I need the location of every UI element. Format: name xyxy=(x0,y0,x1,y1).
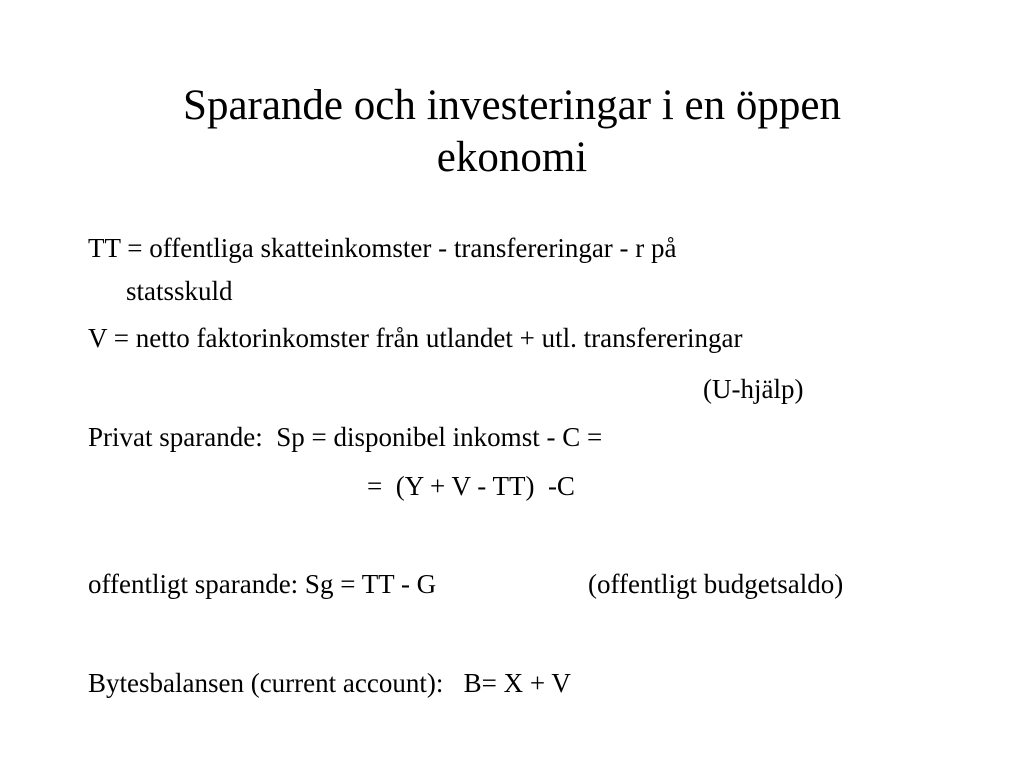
public-saving-note: (offentligt budgetsaldo) xyxy=(588,569,844,599)
slide-title-line-1: Sparande och investeringar i en öppen xyxy=(183,82,841,129)
private-saving-definition: Privat sparande: Sp = disponibel inkomst - C = xyxy=(88,422,603,452)
slide-title-line-2: ekonomi xyxy=(436,134,588,181)
tt-definition: TT = offentliga skatteinkomster - transfereringar - r på xyxy=(88,233,677,263)
tt-definition-continuation: statsskuld xyxy=(126,276,233,306)
v-definition: V = netto faktorinkomster från utlandet + utl. transfereringar xyxy=(88,323,743,353)
slide-title xyxy=(0,80,1024,184)
current-account-definition: Bytesbalansen (current account): B= X + V xyxy=(88,668,571,698)
public-saving-definition: offentligt sparande: Sg = TT - G xyxy=(88,569,437,599)
private-saving-formula: = (Y + V - TT) -C xyxy=(367,471,575,501)
v-definition-note: (U-hjälp) xyxy=(703,374,804,404)
